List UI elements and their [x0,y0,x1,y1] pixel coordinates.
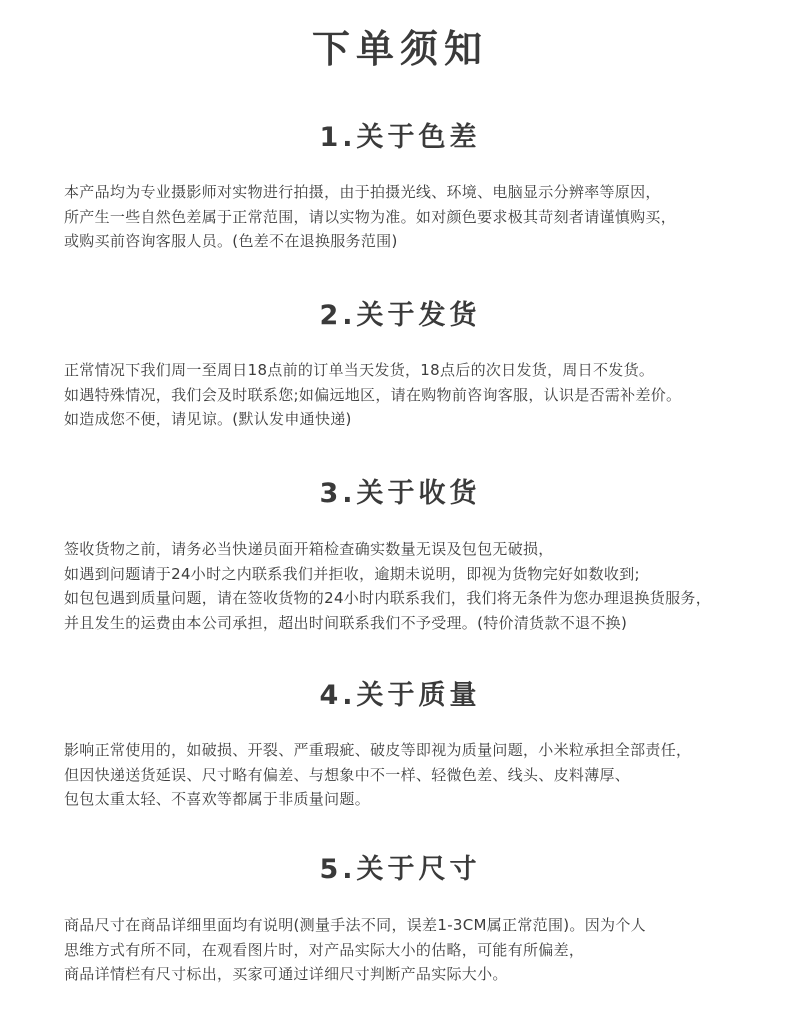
section-heading: 1.关于色差 [319,122,481,153]
section-receiving [0,476,800,632]
section-heading: 3.关于收货 [319,478,481,509]
body-line: 本产品均为专业摄影师对实物进行拍摄，由于拍摄光线、环境、电脑显示分辨率等原因， [64,183,661,201]
section-body [64,537,784,635]
body-line: 影响正常使用的，如破损、开裂、严重瑕疵、破皮等即视为质量问题，小米粒承担全部责任， [64,741,692,759]
body-line: 签收货物之前，请务必当快递员面开箱检查确实数量无误及包包无破损， [64,540,554,558]
body-line: 思维方式有所不同，在观看图片时，对产品实际大小的估略，可能有所偏差， [64,940,585,959]
body-line: 如遇特殊情况，我们会及时联系您;如偏远地区，请在购物前咨询客服，认识是否需补差价。 [64,385,682,404]
section-heading: 5.关于尺寸 [319,854,481,885]
section-body [64,358,784,432]
body-line: 商品详情栏有尺寸标出，买家可通过详细尺寸判断产品实际大小。 [64,965,508,983]
body-line: 但因快递送货延误、尺寸略有偏差、与想象中不一样、轻微色差、线头、皮料薄厚、 [64,765,631,784]
body-line: 正常情况下我们周一至周日18点前的订单当天发货，18点后的次日发货，周日不发货。 [64,361,655,379]
body-line: 所产生一些自然色差属于正常范围，请以实物为准。如对颜色要求极其苛刻者请谨慎购买， [64,207,677,226]
body-line: 如包包遇到质量问题，请在签收货物的24小时内联系我们，我们将无条件为您办理退换货服务， [64,589,711,607]
body-line: 如遇到问题请于24小时之内联系我们并拒收，逾期未说明，即视为货物完好如数收到; [64,564,640,583]
section-body [64,913,784,987]
section-quality [0,678,800,808]
body-line: 如造成您不便，请见谅。(默认发申通快递) [64,410,352,428]
body-line: 包包太重太轻、不喜欢等都属于非质量问题。 [64,790,371,808]
section-heading: 4.关于质量 [319,680,481,711]
body-line: 商品尺寸在商品详细里面均有说明(测量手法不同，误差1-3CM属正常范围)。因为个人 [64,916,646,934]
section-body [64,180,784,254]
body-line: 并且发生的运费由本公司承担，超出时间联系我们不予受理。(特价清货款不退不换) [64,613,628,632]
section-shipping [0,298,800,428]
section-size [0,852,800,983]
section-heading: 2.关于发货 [319,300,481,331]
section-body [64,738,784,812]
body-line: 或购买前咨询客服人员。(色差不在退换服务范围) [64,232,398,250]
page-title: 下单须知 [311,27,488,71]
section-color-difference [0,120,800,250]
